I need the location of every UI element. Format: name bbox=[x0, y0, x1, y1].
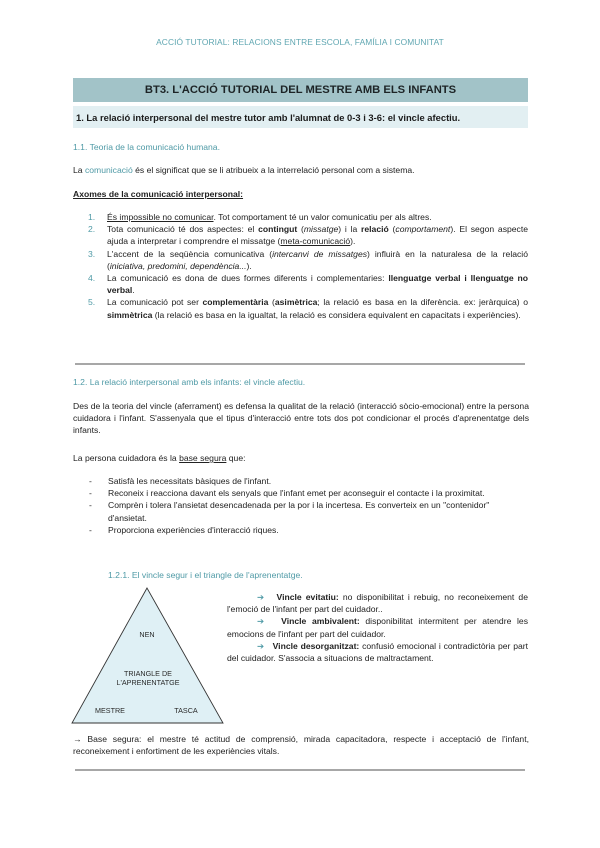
attachment-type-text: disponibilitat intermitent per atendre les emocions de l'infant per part del cuidador. bbox=[227, 616, 528, 639]
caregiver-functions-list bbox=[72, 475, 528, 536]
bullet-dash: - bbox=[89, 488, 92, 499]
term-base-segura: base segura bbox=[179, 453, 227, 463]
axiom-item bbox=[72, 296, 528, 320]
axiom-text: La comunicació es dona de dues formes diferents i complementaries: bbox=[107, 273, 389, 284]
term-comunicacio: comunicació bbox=[84, 165, 133, 175]
attachment-types bbox=[227, 591, 528, 664]
document-title: BT3. L'ACCIÓ TUTORIAL DEL MESTRE AMB ELS INFANTS bbox=[144, 84, 457, 96]
attachment-type-text: confusió emocional i contradictòria per part del cuidador. S'associa a situacions de maltractament. bbox=[227, 640, 529, 664]
triangle-center-line: L'APRENENTATGE bbox=[116, 678, 180, 687]
axiom-text: Tota comunicació té dos aspectes: el bbox=[107, 224, 259, 235]
axiom-term: simmètrica bbox=[107, 309, 153, 320]
attachment-type-term: Vincle evitatiu: bbox=[276, 592, 339, 602]
axiom-text: (la relació es basa en la igualtat, la relació es considera equivalent en capacitats i experiències). bbox=[152, 309, 521, 320]
base-segura-note: → Base segura: el mestre té actitud de comprensió, mirada capacitadora, respecte i acceptació de l'infant, reconeixement i enfortiment de les experiències vitals. bbox=[73, 734, 529, 757]
axiom-emphasis: meta-comunicació bbox=[280, 236, 351, 247]
attachment-type-item bbox=[227, 640, 528, 664]
axiom-term: contingut bbox=[258, 224, 298, 235]
axiom-text: ). El segon aspecte ajuda a interpretar i comprendre el missatge ( bbox=[107, 224, 529, 247]
section-divider bbox=[75, 363, 525, 365]
section-1-2-1-heading: 1.2.1. El vincle segur i el triangle de l'aprenentatge. bbox=[108, 570, 303, 580]
section-divider bbox=[75, 769, 525, 771]
list-number: 5. bbox=[88, 297, 96, 308]
axiom-item bbox=[72, 272, 528, 296]
axiom-term: llenguatge verbal i llenguatge no verbal bbox=[107, 273, 529, 296]
base-segura-text: que: bbox=[226, 453, 246, 463]
intro-text: és el significat que se li atribueix a la interrelació personal com a sistema. bbox=[132, 165, 415, 175]
axiom-text: ). bbox=[350, 236, 356, 247]
axiom-term: complementària bbox=[202, 297, 269, 308]
list-item bbox=[72, 487, 528, 499]
axiom-emphasis: És impossible no comunicar bbox=[107, 212, 214, 222]
list-item bbox=[72, 475, 528, 487]
attachment-type-term: Vincle ambivalent: bbox=[281, 616, 360, 627]
axiom-item bbox=[72, 223, 528, 247]
list-item bbox=[72, 524, 528, 536]
axiom-italic: intercanvi de missatges bbox=[272, 248, 368, 259]
base-segura-text: La persona cuidadora és la bbox=[73, 453, 180, 463]
bullet-dash: - bbox=[89, 524, 92, 535]
triangle-label-tasca: TASCA bbox=[174, 706, 198, 715]
axiom-text: L'accent de la seqüència comunicativa ( bbox=[107, 248, 273, 259]
list-item bbox=[72, 499, 528, 523]
learning-triangle-diagram bbox=[70, 586, 226, 726]
axiom-term: asimètrica bbox=[274, 297, 318, 308]
section-1-heading-band bbox=[73, 106, 528, 128]
axiom-text: . Tot comportament té un valor comunicatiu per als altres. bbox=[213, 212, 432, 222]
triangle-label-nen: NEN bbox=[139, 630, 155, 639]
attachment-theory-paragraph: Des de la teoria del vincle (aferrament) es defensa la qualitat de la relació (interacció sòcio-emocional) entre la persona cuidadora i l'infant. S'assenyala que el tipus d'interacció entre tots dos pot condicionar el procés d'aprenentatge dels infants. bbox=[73, 401, 529, 436]
arrow-right-icon: ➔ bbox=[257, 592, 265, 602]
axiom-italic: comportament bbox=[395, 224, 451, 235]
axiom-text: ( bbox=[388, 224, 396, 235]
section-1-2-heading: 1.2. La relació interpersonal amb els infants: el vincle afectiu. bbox=[73, 377, 306, 387]
list-item-text: Proporciona experiències d'interacció riques. bbox=[108, 524, 279, 535]
attachment-type-item bbox=[227, 591, 528, 615]
axiom-term: relació bbox=[361, 224, 389, 235]
axiom-text: ) i la bbox=[338, 224, 362, 235]
list-number: 2. bbox=[88, 224, 96, 235]
axiom-text: . bbox=[132, 285, 135, 296]
list-item-text: Satisfà les necessitats bàsiques de l'infant. bbox=[108, 476, 272, 486]
list-number: 3. bbox=[88, 248, 96, 259]
triangle-center-line: TRIANGLE DE bbox=[124, 669, 172, 678]
axiom-item bbox=[72, 248, 528, 272]
attachment-type-text: no disponibilitat i rebuig, no reconeixement de l'emoció de l'infant per part del cuidador.. bbox=[227, 592, 528, 615]
attachment-type-item bbox=[227, 615, 528, 639]
document-title-band bbox=[73, 78, 528, 102]
section-1-1-heading: 1.1. Teoria de la comunicació humana. bbox=[73, 142, 220, 152]
axiom-text: ( bbox=[297, 224, 304, 235]
axiom-text: ) influirà en la naturalesa de la relació ( bbox=[107, 248, 528, 271]
axiom-text: ; la relació es basa en la diferència. ex: jeràrquica) o bbox=[317, 297, 528, 308]
list-number: 4. bbox=[88, 273, 96, 284]
axiom-text: ). bbox=[246, 260, 252, 271]
axiom-text: ( bbox=[268, 297, 275, 308]
axiom-text: La comunicació pot ser bbox=[107, 297, 203, 308]
axioms-heading: Axomes de la comunicació interpersonal: bbox=[73, 189, 244, 199]
arrow-right-icon: ➔ bbox=[257, 616, 265, 627]
triangle-label-mestre: MESTRE bbox=[95, 706, 125, 715]
list-item-text: Comprèn i tolera l'ansietat desencadenada per la por i la incertesa. Es converteix en un "contenidor" d'ansietat. bbox=[108, 500, 490, 523]
base-segura-intro bbox=[73, 452, 246, 464]
bullet-dash: - bbox=[89, 500, 92, 511]
bullet-dash: - bbox=[89, 476, 92, 486]
list-number: 1. bbox=[88, 212, 96, 222]
communication-definition bbox=[73, 164, 529, 176]
triangle-shape bbox=[70, 586, 226, 726]
section-1-heading: 1. La relació interpersonal del mestre tutor amb l'alumnat de 0-3 i 3-6: el vincle afectiu. bbox=[76, 111, 461, 123]
axiom-item bbox=[72, 211, 528, 223]
arrow-right-icon: ➔ bbox=[257, 640, 265, 651]
axiom-italic: iniciativa, predomini, dependència... bbox=[109, 260, 247, 271]
page-running-header: ACCIÓ TUTORIAL: RELACIONS ENTRE ESCOLA, FAMÍLIA I COMUNITAT bbox=[156, 37, 444, 47]
axioms-list bbox=[72, 211, 528, 321]
list-item-text: Reconeix i reacciona davant els senyals que l'infant emet per aconseguir el contacte i la proximitat. bbox=[108, 488, 485, 499]
attachment-type-term: Vincle desorganitzat: bbox=[272, 640, 360, 651]
intro-text: La bbox=[73, 165, 85, 175]
triangle-label-center bbox=[108, 669, 188, 687]
axiom-italic: missatge bbox=[303, 224, 339, 235]
